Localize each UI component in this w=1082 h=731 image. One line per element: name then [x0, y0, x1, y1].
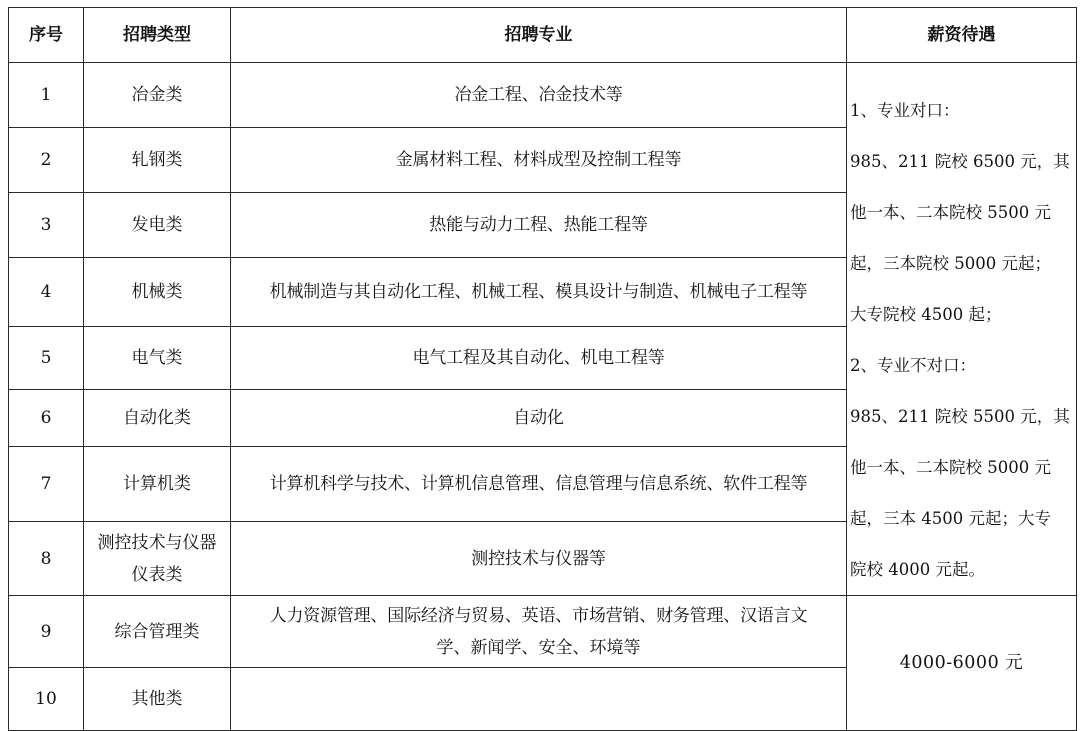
row-index: 2 — [9, 128, 84, 192]
row-type: 综合管理类 — [84, 596, 231, 668]
salary-line: 他一本、二本院校 5000 元 — [850, 458, 1051, 477]
salary-line: 1、专业对口： — [850, 101, 960, 120]
table-row — [9, 63, 1077, 128]
row-index: 4 — [9, 258, 84, 327]
salary-line: 大专院校 4500 起； — [850, 305, 1002, 324]
row-major: 计算机科学与技术、计算机信息管理、信息管理与信息系统、软件工程等 — [231, 446, 847, 522]
row-type: 轧钢类 — [84, 128, 231, 192]
salary-matched-cell — [847, 63, 1077, 596]
salary-line: 起，三本院校 5000 元起； — [850, 254, 1051, 273]
row-type: 电气类 — [84, 326, 231, 389]
header-row — [9, 8, 1077, 63]
header-index: 序号 — [9, 8, 84, 63]
salary-line: 院校 4000 元起。 — [850, 560, 985, 579]
row-index: 7 — [9, 446, 84, 522]
row-major-line: 学、新闻学、安全、环境等 — [436, 637, 641, 658]
row-type — [84, 522, 231, 596]
row-index: 8 — [9, 522, 84, 596]
row-index: 9 — [9, 596, 84, 668]
salary-line: 985、211 院校 5500 元，其 — [850, 407, 1070, 426]
header-type: 招聘类型 — [84, 8, 231, 63]
row-type: 机械类 — [84, 258, 231, 327]
row-type: 发电类 — [84, 192, 231, 257]
row-type: 自动化类 — [84, 390, 231, 446]
salary-line: 2、专业不对口： — [850, 356, 976, 375]
row-major: 自动化 — [231, 390, 847, 446]
row-index: 5 — [9, 326, 84, 389]
row-index: 6 — [9, 390, 84, 446]
salary-line: 他一本、二本院校 5500 元 — [850, 203, 1051, 222]
salary-line: 985、211 院校 6500 元，其 — [850, 152, 1070, 171]
row-type: 冶金类 — [84, 63, 231, 128]
row-type-line: 测控技术与仪器 — [97, 532, 217, 553]
row-major: 金属材料工程、材料成型及控制工程等 — [231, 128, 847, 192]
row-major — [231, 596, 847, 668]
row-index: 1 — [9, 63, 84, 128]
row-major: 机械制造与其自动化工程、机械工程、模具设计与制造、机械电子工程等 — [231, 258, 847, 327]
row-major-line: 人力资源管理、国际经济与贸易、英语、市场营销、财务管理、汉语言文 — [269, 605, 808, 626]
salary-general-cell: 4000-6000 元 — [847, 596, 1077, 731]
row-index: 10 — [9, 668, 84, 731]
header-major: 招聘专业 — [231, 8, 847, 63]
row-type: 其他类 — [84, 668, 231, 731]
row-major: 热能与动力工程、热能工程等 — [231, 192, 847, 257]
row-major — [231, 668, 847, 731]
table-row — [9, 596, 1077, 668]
row-major: 冶金工程、冶金技术等 — [231, 63, 847, 128]
header-salary: 薪资待遇 — [847, 8, 1077, 63]
row-major: 电气工程及其自动化、机电工程等 — [231, 326, 847, 389]
row-major: 测控技术与仪器等 — [231, 522, 847, 596]
salary-line: 起，三本 4500 元起；大专 — [850, 509, 1051, 528]
recruitment-table — [8, 7, 1077, 731]
row-type-line: 仪表类 — [131, 564, 183, 585]
row-type: 计算机类 — [84, 446, 231, 522]
row-index: 3 — [9, 192, 84, 257]
